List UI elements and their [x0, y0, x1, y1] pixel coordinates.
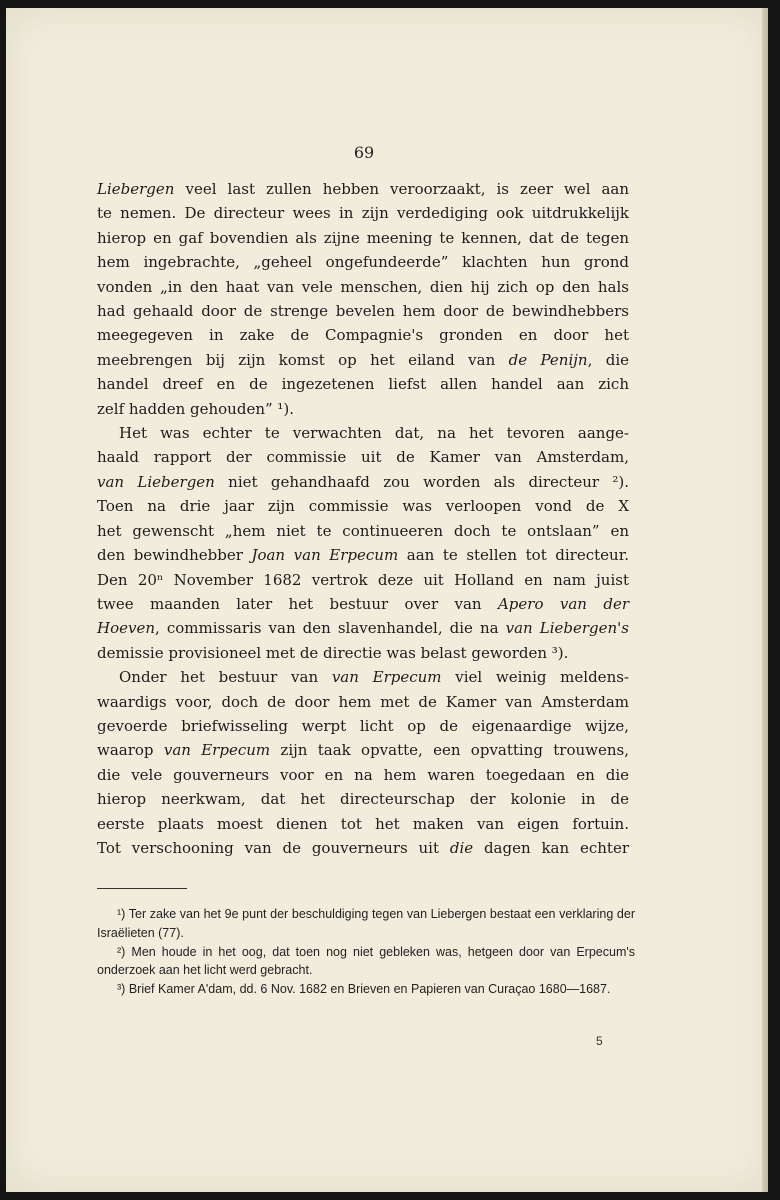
italic-name: van Erpecum: [331, 668, 442, 687]
footnote-2: [97, 943, 635, 981]
text-line: [97, 738, 629, 762]
text-run: Den 20ⁿ November 1682 vertrok deze uit Holland en nam juist: [97, 570, 629, 589]
text-line: [97, 323, 629, 347]
text-run: eerste plaats moest dienen tot het maken van eigen fortuin.: [97, 814, 629, 833]
italic-name: Liebergen: [97, 180, 175, 198]
text-line: [97, 836, 629, 860]
text-line: [97, 470, 629, 494]
italic-name: van Liebergen's: [505, 619, 629, 638]
text-run: , commissaris van den slavenhandel, die na: [155, 619, 506, 638]
italic-name: van Erpecum: [163, 741, 271, 760]
text-run: meebrengen bij zijn komst op het eiland van: [97, 350, 509, 369]
footnote-1: [97, 905, 635, 943]
text-run: dagen kan echter: [473, 838, 629, 857]
footnotes: [97, 905, 635, 999]
text-run: Tot verschooning van de gouverneurs uit: [97, 838, 450, 857]
footnote-marker: ²): [117, 944, 126, 959]
text-run: gevoerde briefwisseling werpt licht op de eigenaardige wijze,: [97, 716, 629, 735]
text-run: die vele gouverneurs voor en na hem waren toegedaan en die: [97, 765, 629, 784]
text-run: zelf hadden gehouden” ¹).: [97, 399, 295, 418]
footnote-text: Brief Kamer A'dam, dd. 6 Nov. 1682 en Brieven en Papieren van Curaçao 1680—1687.: [128, 982, 611, 997]
page-edge: [762, 8, 768, 1192]
text-run: meegegeven in zake de Compagnie's gronden en door het: [97, 326, 629, 345]
text-line: [97, 787, 629, 811]
text-run: waarop: [97, 741, 164, 760]
text-line: [97, 177, 629, 201]
footnote-text: Ter zake van het 9e punt der beschuldiging tegen van Liebergen bestaat een verklaring der Israëlieten (77).: [97, 907, 635, 940]
text-run: twee maanden later het bestuur over van: [97, 594, 498, 613]
text-run: hem ingebrachte, „geheel ongefundeerde” klachten hun grond: [97, 253, 629, 272]
footnote-marker: ³): [117, 982, 126, 997]
text-run: haald rapport der commissie uit de Kamer van Amsterdam,: [97, 448, 629, 467]
text-line: [97, 519, 629, 543]
text-line: [97, 665, 629, 689]
signature-mark: 5: [596, 1034, 603, 1048]
text-line: [97, 201, 629, 225]
italic-name: Joan van Erpecum: [251, 546, 399, 565]
footnote-marker: ¹): [117, 907, 126, 921]
text-line: [97, 275, 629, 299]
text-run: hierop neerkwam, dat het directeurschap der kolonie in de: [97, 790, 629, 809]
text-line: [97, 592, 629, 616]
text-line: [97, 250, 629, 274]
italic-name: Hoeven: [97, 619, 156, 638]
text-run: aan te stellen tot directeur.: [398, 546, 629, 565]
text-line: [97, 226, 629, 250]
text-line: [97, 494, 629, 518]
text-run: Het was echter te verwachten dat, na het tevoren aange-: [119, 424, 629, 443]
page-number: 69: [353, 143, 375, 162]
text-run: hierop en gaf bovendien als zijne meening te kennen, dat de tegen: [97, 228, 629, 247]
text-run: den bewindhebber: [97, 546, 252, 565]
footnote-3: [97, 980, 635, 999]
body-text: [97, 177, 629, 860]
text-run: viel weinig meldens-: [441, 668, 629, 687]
text-line: [97, 714, 629, 738]
text-run: , die: [587, 350, 630, 369]
text-run: handel dreef en de ingezetenen liefst allen handel aan zich: [97, 375, 629, 394]
text-run: demissie provisioneel met de directie was belast geworden ³).: [97, 643, 569, 662]
text-line: [97, 445, 629, 469]
text-run: veel last zullen hebben veroorzaakt, is zeer wel aan: [174, 180, 629, 198]
italic-name: van Liebergen: [97, 472, 215, 491]
footnote-text: Men houde in het oog, dat toen nog niet gebleken was, hetgeen door van Erpecum's onderzoek aan het licht werd gebracht.: [97, 944, 635, 978]
text-run: zijn taak opvatte, een opvatting trouwens,: [270, 741, 630, 760]
text-line: [97, 568, 629, 592]
italic-name: de Penijn: [508, 350, 588, 369]
italic-name: Apero van der: [497, 594, 629, 613]
text-run: het gewenscht „hem niet te continueeren doch te ontslaan” en: [97, 521, 629, 540]
text-line: [97, 397, 629, 421]
text-line: [97, 348, 629, 372]
text-line: [97, 641, 629, 665]
text-line: [97, 543, 629, 567]
text-run: te nemen. De directeur wees in zijn verdediging ook uitdrukkelijk: [97, 204, 629, 223]
text-line: [97, 690, 629, 714]
text-line: [97, 299, 629, 323]
text-run: had gehaald door de strenge bevelen hem door de bewindhebbers: [97, 302, 629, 321]
text-line: [97, 812, 629, 836]
italic-name: die: [449, 838, 474, 857]
text-run: Onder het bestuur van: [119, 668, 332, 687]
text-run: waardigs voor, doch de door hem met de Kamer van Amsterdam: [97, 692, 629, 711]
text-line: [97, 372, 629, 396]
text-line: [97, 763, 629, 787]
text-run: niet gehandhaafd zou worden als directeur ²).: [214, 472, 629, 491]
text-run: Toen na drie jaar zijn commissie was verloopen vond de X: [97, 497, 629, 516]
text-line: [97, 616, 629, 640]
text-run: vonden „in den haat van vele menschen, dien hij zich op den hals: [97, 277, 629, 296]
text-line: [97, 421, 629, 445]
footnote-rule: [97, 888, 187, 889]
